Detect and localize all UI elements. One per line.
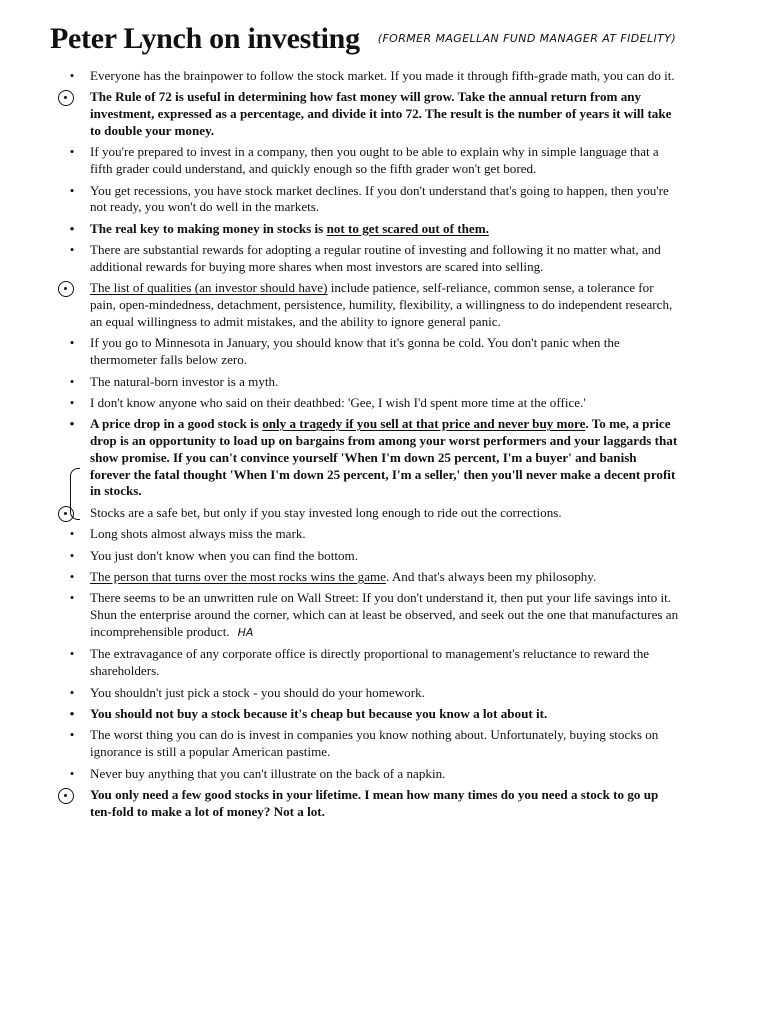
bullet-icon: • — [69, 547, 75, 563]
list-item — [0, 787, 768, 821]
handwritten-note: (FORMER MAGELLAN FUND MANAGER AT FIDELITY) — [377, 32, 677, 45]
bullet-icon: • — [69, 705, 75, 721]
underlined-text: The list of qualities (an investor should have) — [90, 280, 328, 296]
item-text: The real key to making money in stocks is — [90, 220, 327, 236]
list-item — [0, 416, 768, 500]
bullet-icon: • — [69, 68, 75, 83]
circled-dot-icon — [58, 90, 74, 106]
bullet-icon: • — [69, 526, 75, 542]
item-text: The worst thing you can do is invest in companies you know nothing about. Unfortunately, buying stocks on ignorance is still a popular American pastime. — [90, 727, 659, 760]
bullet-icon: • — [69, 646, 75, 662]
list-item — [0, 727, 768, 761]
underlined-text: not to get scared out of them. — [326, 220, 489, 236]
circled-dot-icon — [58, 281, 74, 297]
list-item — [0, 335, 768, 369]
list-item — [0, 766, 768, 783]
bullet-icon: • — [69, 242, 75, 258]
item-text: You only need a few good stocks in your lifetime. I mean how many times do you need a stock to go up ten-fold to make a lot of money? Not a lot. — [90, 786, 659, 819]
title-row — [50, 22, 676, 56]
item-text: You should not buy a stock because it's cheap but because you know a lot about it. — [90, 705, 548, 721]
bullet-icon: • — [69, 684, 75, 700]
list-item — [0, 242, 768, 276]
item-text: A price drop in a good stock is — [90, 416, 263, 432]
list-item — [0, 548, 768, 565]
underlined-text: only a tragedy if you sell at that price and never buy more — [262, 416, 586, 432]
list-item — [0, 526, 768, 543]
quote-list — [0, 68, 768, 825]
item-text: Never buy anything that you can't illustrate on the back of a napkin. — [90, 765, 446, 781]
item-text: Stocks are a safe bet, but only if you stay invested long enough to ride out the corrections. — [90, 504, 562, 520]
bullet-icon: • — [69, 765, 75, 781]
list-item — [0, 646, 768, 680]
item-text: I don't know anyone who said on their deathbed: 'Gee, I wish I'd spent more time at the office.' — [90, 394, 586, 410]
list-item — [0, 280, 768, 330]
item-text: If you're prepared to invest in a company, then you ought to be able to explain why in simple language that a fifth grader could understand, and quickly enough so the fifth grader won't get bored. — [90, 144, 659, 177]
item-text: If you go to Minnesota in January, you should know that it's gonna be cold. You don't panic when the thermometer falls below zero. — [90, 335, 620, 368]
item-text: . To me, a price drop is an opportunity to load up on bargains from among your worst performers and your laggards that show promise. If you can't convince yourself 'When I'm down 25 percent, I'm a buyer' and banish forever the fatal thought 'When I'm down 25 percent, I'm a seller,' then you'll never make a decent profit in stocks. — [90, 416, 678, 499]
list-item — [0, 144, 768, 178]
bullet-icon: • — [69, 416, 75, 432]
bullet-icon: • — [69, 590, 75, 606]
list-item — [0, 68, 768, 85]
item-text: The natural-born investor is a myth. — [90, 373, 279, 389]
circled-dot-icon — [58, 506, 74, 522]
bullet-icon: • — [69, 569, 75, 585]
handwritten-annotation: HA — [237, 626, 254, 640]
item-text: Everyone has the brainpower to follow the stock market. If you made it through fifth-grade math, you can do it. — [90, 68, 675, 83]
list-item — [0, 685, 768, 702]
item-text: The Rule of 72 is useful in determining how fast money will grow. Take the annual return from any investment, expressed as a percentage, and divide it into 72. The result is the number of years it will take to double your money. — [90, 89, 672, 138]
item-text: There are substantial rewards for adopting a regular routine of investing and following it no matter what, and additional rewards for buying more shares when most investors are scared into selling. — [90, 242, 661, 274]
underlined-text: The person that turns over the most rocks wins the game — [90, 569, 386, 585]
bullet-icon: • — [69, 373, 75, 389]
list-item — [0, 89, 768, 139]
circled-dot-icon — [58, 788, 74, 804]
item-text: . And that's always been my philosophy. — [386, 569, 597, 585]
item-text: There seems to be an unwritten rule on Wall Street: If you don't understand it, then put your life savings into it. Shun the enterprise around the corner, which can at least be observed, and seek out the one that manufactures an incomprehensible product. — [90, 590, 679, 640]
list-item — [0, 590, 768, 641]
item-text: include patience, self-reliance, common sense, a tolerance for pain, open-mindedness, detachment, persistence, humility, flexibility, a willingness to do independent research, an equal willingness to admit mistakes, and the ability to ignore general panic. — [90, 280, 673, 329]
bullet-icon: • — [69, 727, 75, 743]
item-text: You get recessions, you have stock market declines. If you don't understand that's going to happen, then you're not ready, you won't do well in the markets. — [90, 182, 669, 215]
item-text: The extravagance of any corporate office is directly proportional to management's reluctance to reward the shareholders. — [90, 646, 650, 679]
page-title: Peter Lynch on investing — [50, 22, 360, 55]
bullet-icon: • — [69, 220, 75, 236]
list-item — [0, 221, 768, 238]
bullet-icon: • — [69, 335, 75, 351]
list-item — [0, 395, 768, 412]
list-item — [0, 183, 768, 217]
item-text: You just don't know when you can find the bottom. — [90, 547, 358, 563]
list-item — [0, 505, 768, 522]
list-item — [0, 374, 768, 391]
bullet-icon: • — [69, 182, 75, 198]
item-text: You shouldn't just pick a stock - you should do your homework. — [90, 684, 425, 700]
bullet-icon: • — [69, 394, 75, 410]
bullet-icon: • — [69, 144, 75, 160]
list-item — [0, 569, 768, 586]
item-text: Long shots almost always miss the mark. — [90, 526, 306, 542]
list-item — [0, 706, 768, 723]
